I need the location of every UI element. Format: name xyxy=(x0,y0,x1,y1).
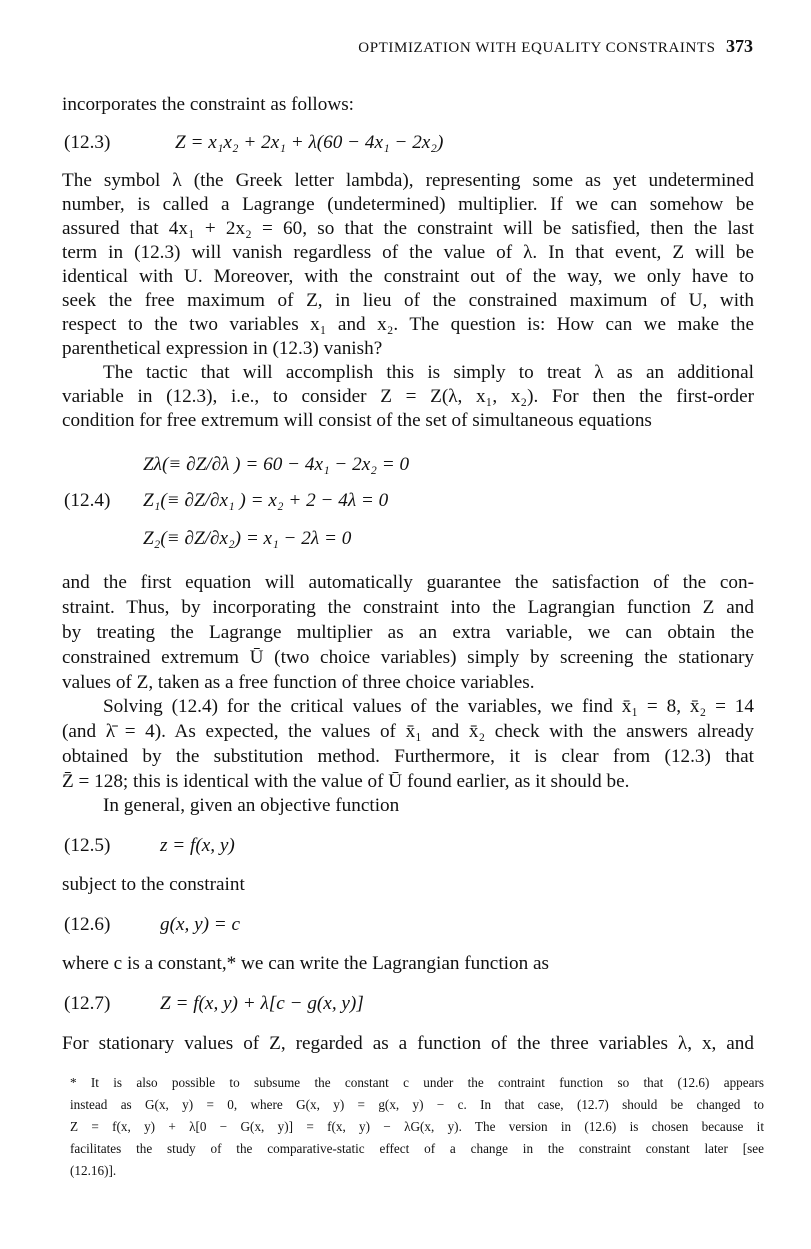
text-line: straint. Thus, by incorporating the constraint into the Lagrangian function Z and xyxy=(62,597,754,618)
footnote-line: facilitates the study of the comparative-static effect of a change in the constraint constant later [see xyxy=(70,1141,764,1156)
text-line: The symbol λ (the Greek letter lambda), representing some as yet undetermined xyxy=(62,170,754,191)
page-number: 373 xyxy=(726,36,753,56)
text-line: and the first equation will automatically guarantee the satisfaction of the con- xyxy=(62,572,754,593)
text-line: values of Z, taken as a free function of three choice variables. xyxy=(62,672,535,693)
equation-12-7: Z = f(x, y) + λ[c − g(x, y)] xyxy=(160,993,364,1014)
text-line: variable in (12.3), i.e., to consider Z = Z(λ, x₁, x₂). For then the first-order xyxy=(62,386,754,407)
text-line: term in (12.3) will vanish regardless of the value of λ. In that event, Z will be xyxy=(62,242,754,263)
equation-number: (12.7) xyxy=(64,993,111,1014)
text-line: Solving (12.4) for the critical values of the variables, we find x̄₁ = 8, x̄₂ = 14 xyxy=(103,696,754,717)
text-line: assured that 4x₁ + 2x₂ = 60, so that the constraint will be satisfied, then the last xyxy=(62,218,754,239)
equation-12-3: Z = x₁x₂ + 2x₁ + λ(60 − 4x₁ − 2x₂) xyxy=(175,132,444,153)
text-line: number, is called a Lagrange (undetermined) multiplier. If we can somehow be xyxy=(62,194,754,215)
text-line: by treating the Lagrange multiplier as an extra variable, we can obtain the xyxy=(62,622,754,643)
text-line: where c is a constant,* we can write the Lagrangian function as xyxy=(62,953,549,974)
equation-12-4-row: Z₁(≡ ∂Z/∂x₁ ) = x₂ + 2 − 4λ = 0 xyxy=(143,490,389,511)
footnote-line: * It is also possible to subsume the constant c under the contraint function so that (12.6) appears xyxy=(70,1075,764,1090)
footnote-line: (12.16)]. xyxy=(70,1163,117,1178)
equation-12-4-row: Z₂(≡ ∂Z/∂x₂) = x₁ − 2λ = 0 xyxy=(143,528,352,549)
equation-12-6: g(x, y) = c xyxy=(160,914,241,935)
equation-number: (12.6) xyxy=(64,914,111,935)
running-header-title: OPTIMIZATION WITH EQUALITY CONSTRAINTS xyxy=(358,40,716,56)
text-line: identical with U. Moreover, with the constraint out of the way, we only have to xyxy=(62,266,754,287)
text-line: The tactic that will accomplish this is simply to treat λ as an additional xyxy=(103,362,754,383)
text-line: condition for free extremum will consist of the set of simultaneous equations xyxy=(62,410,652,431)
text-line: (and λ̄ = 4). As expected, the values of x̄₁ and x̄₂ check with the answers already xyxy=(62,721,754,742)
equation-12-4-row: Zλ(≡ ∂Z/∂λ ) = 60 − 4x₁ − 2x₂ = 0 xyxy=(143,454,410,475)
equation-number: (12.3) xyxy=(64,132,111,153)
text-line: Z̄ = 128; this is identical with the value of Ū found earlier, as it should be. xyxy=(62,771,630,792)
text-line: For stationary values of Z, regarded as a function of the three variables λ, x, and xyxy=(62,1033,754,1054)
text-line: respect to the two variables x₁ and x₂. The question is: How can we make the xyxy=(62,314,754,335)
text-line: incorporates the constraint as follows: xyxy=(62,94,355,115)
running-header xyxy=(358,36,753,57)
equation-12-5: z = f(x, y) xyxy=(160,835,235,856)
text-line: constrained extremum Ū (two choice variables) simply by screening the stationary xyxy=(62,647,754,668)
text-line: In general, given an objective function xyxy=(103,795,400,816)
text-line: seek the free maximum of Z, in lieu of the constrained maximum of U, with xyxy=(62,290,754,311)
footnote-line: instead as G(x, y) = 0, where G(x, y) = g(x, y) − c. In that case, (12.7) should be changed to xyxy=(70,1097,764,1112)
equation-number: (12.5) xyxy=(64,835,111,856)
text-line: obtained by the substitution method. Furthermore, it is clear from (12.3) that xyxy=(62,746,754,767)
footnote-line: Z = f(x, y) + λ[0 − G(x, y)] = f(x, y) − λG(x, y). The version in (12.6) is chosen because it xyxy=(70,1119,764,1134)
equation-number: (12.4) xyxy=(64,490,111,511)
text-line: subject to the constraint xyxy=(62,874,245,895)
text-line: parenthetical expression in (12.3) vanish? xyxy=(62,338,383,359)
